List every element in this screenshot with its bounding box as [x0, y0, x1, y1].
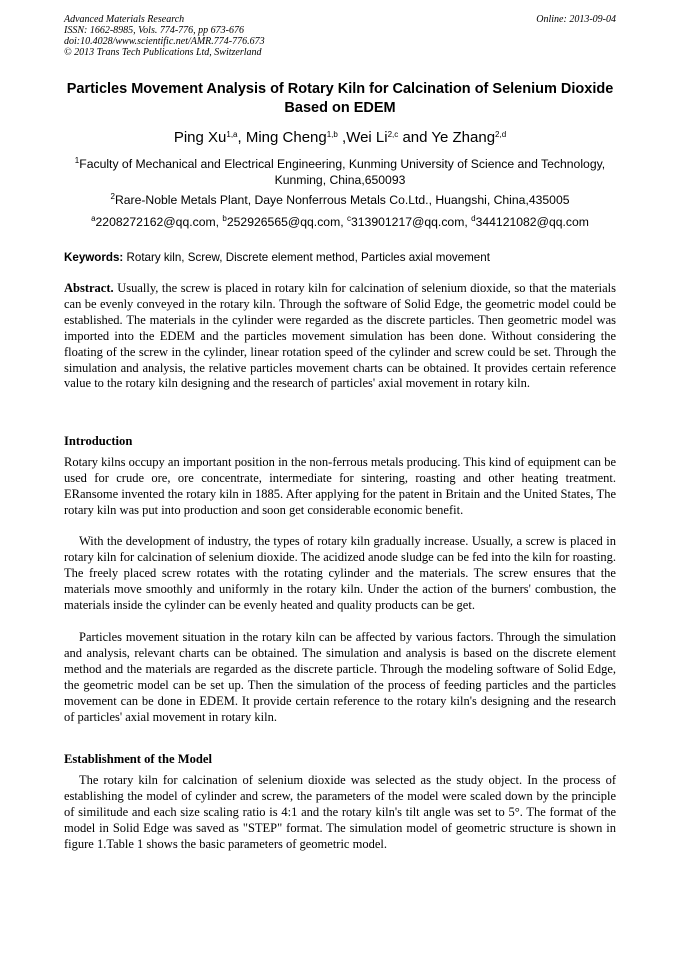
affiliation-text: Rare-Noble Metals Plant, Daye Nonferrous Metals Co.Ltd., Huangshi, China,435005	[114, 193, 570, 207]
email-sup: b	[222, 214, 227, 223]
author-sup: 1,a	[226, 130, 238, 139]
email-sup: a	[91, 214, 96, 223]
intro-paragraph-1: Rotary kilns occupy an important position in the non-ferrous metals producing. This kind of equipment can be used for crude ore, ore concentrate, intermediate for sintering, roasting and other heating treatment. ERansome invented the rotary kiln in 1885. After applying for the patent in Britain and the United States, The rotary kiln was put into production and soon get considerable economic benefit.	[64, 455, 616, 517]
author-separator: and	[398, 129, 432, 146]
copyright-line: © 2013 Trans Tech Publications Ltd, Switzerland	[64, 47, 262, 58]
intro-paragraph-2: With the development of industry, the types of rotary kiln gradually increase. Usually, a screw is placed in rotary kiln for calcination of selenium dioxide. The acidized anode sludge can be fed into the kiln for roasting. The freely placed screw rotates with the rotating cylinder and the materials. The screw ensures that the materials move smoothly and uniformly in the rotary kiln. Under the action of the burners' combustion, the materials inside the cylinder can be evenly heated and quality products can be get.	[64, 534, 616, 612]
author-name: Wei Li	[346, 129, 388, 146]
keywords-label: Keywords:	[64, 251, 124, 264]
journal-name: Advanced Materials Research	[64, 14, 185, 25]
affiliation-1	[64, 156, 616, 188]
issn-line: ISSN: 1662-8985, Vols. 774-776, pp 673-676	[64, 25, 244, 36]
author-separator: ,	[237, 129, 246, 146]
email-list	[64, 214, 616, 230]
email-sup: c	[347, 214, 351, 223]
affiliation-sup: 1	[74, 156, 80, 165]
author-name: Ye Zhang	[431, 129, 496, 146]
affiliation-2	[64, 192, 616, 208]
paper-title: Particles Movement Analysis of Rotary Kiln for Calcination of Selenium Dioxide Based on EDEM	[66, 81, 614, 116]
email-sup: d	[471, 214, 476, 223]
model-paragraph-1: The rotary kiln for calcination of selenium dioxide was selected as the study object. In the process of establishing the model of cylinder and screw, the parameters of the model were scaled down by the principle of similitude and each size scaling ratio is 4:1 and the rotary kiln's tilt angle was set to 5°. The format of the model in Solid Edge was saved as "STEP" format. The simulation model of geometric structure is shown in figure 1.Table 1 shows the basic parameters of geometric model.	[64, 773, 616, 851]
author-name: Ping Xu	[173, 129, 227, 146]
journal-header	[64, 14, 616, 58]
author-separator: ,	[337, 129, 347, 146]
section-heading-introduction: Introduction	[64, 434, 133, 448]
author-sup: 2,c	[387, 130, 399, 139]
author-sup: 1,b	[326, 130, 338, 139]
affiliation-text: Faculty of Mechanical and Electrical Engineering, Kunming University of Science and Technology, Kunming, China,650093	[79, 157, 606, 187]
doi-line[interactable]: doi:10.4028/www.scientific.net/AMR.774-776.673	[64, 36, 265, 47]
online-date: Online: 2013-09-04	[536, 14, 616, 25]
email-address[interactable]: 344121082@qq.com	[475, 215, 589, 229]
keywords	[64, 250, 616, 265]
email-address[interactable]: 2208272162@qq.com,	[95, 215, 220, 229]
abstract-text: Usually, the screw is placed in rotary kiln for calcination of selenium dioxide, so that the materials can be evenly conveyed in the rotary kiln. Through the software of Solid Edge, the geometric model could be established. The materials in the cylinder were regarded as the discrete particles. Then geometric model was imported into the EDEM and the particles movement simulation has been done. Without considering the floating of the screw in the cylinder, linear rotation speed of the cylinder and screw could be set. Through the simulation and analysis, the relative particles movement charts can be obtained. It provides certain reference value to the rotary kiln designing and the research of particles' axial movement in rotary kiln.	[64, 281, 616, 391]
author-list	[64, 128, 616, 148]
email-address[interactable]: 313901217@qq.com,	[351, 215, 468, 229]
author-name: Ming Cheng	[245, 129, 327, 146]
email-address[interactable]: 252926565@qq.com,	[226, 215, 344, 229]
abstract-label: Abstract.	[64, 281, 114, 295]
keywords-text: Rotary kiln, Screw, Discrete element method, Particles axial movement	[126, 251, 490, 264]
intro-paragraph-3: Particles movement situation in the rotary kiln can be affected by various factors. Through the simulation and analysis, relevant charts can be obtained. The simulation and analysis is based on the discrete element method and the materials are regarded as the discrete particle. Through the modeling software of Solid Edge, the geometric model can be set up. Then the simulation of the process of feeding particles and the particles movement can be done in EDEM. It provide certain reference to the rotary kiln's designing and the research of particles' axial movement in rotary kiln.	[64, 630, 616, 724]
abstract	[64, 281, 616, 392]
author-sup: 2,d	[495, 130, 507, 139]
section-heading-model: Establishment of the Model	[64, 752, 212, 766]
affiliation-sup: 2	[110, 192, 115, 201]
